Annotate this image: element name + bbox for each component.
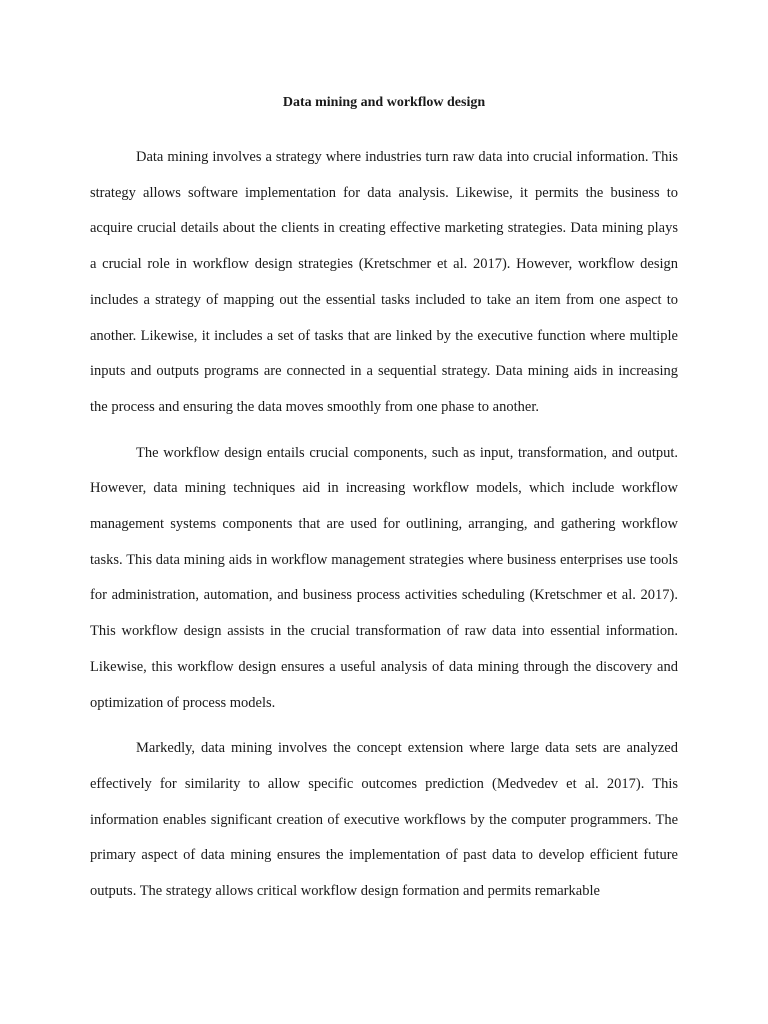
paragraph-2: The workflow design entails crucial components, such as input, transformation, and output. However, data mining techniques aid in increasing workflow models, which include workflow management systems components that are used for outlining, arranging, and gathering workflow tasks. This data mining aids in workflow management strategies where business enterprises use tools for administration, automation, and business process activities scheduling (Kretschmer et al. 2017). This workflow design assists in the crucial transformation of raw data into essential information. Likewise, this workflow design ensures a useful analysis of data mining through the discovery and optimization of process models. [90,444,678,711]
document-title: Data mining and workflow design [282,95,486,110]
paragraph-1: Data mining involves a strategy where industries turn raw data into crucial information. This strategy allows software implementation for data analysis. Likewise, it permits the business to acquire crucial details about the clients in creating effective marketing strategies. Data mining plays a crucial role in workflow design strategies (Kretschmer et al. 2017). However, workflow design includes a strategy of mapping out the essential tasks included to take an item from one aspect to another. Likewise, it includes a set of tasks that are linked by the executive function where multiple inputs and outputs programs are connected in a sequential strategy. Data mining aids in increasing the process and ensuring the data moves smoothly from one phase to another. [90,149,678,415]
document-body [90,140,678,920]
paragraph-3: Markedly, data mining involves the concept extension where large data sets are analyzed effectively for similarity to allow specific outcomes prediction (Medvedev et al. 2017). This information enables significant creation of executive workflows by the computer programmers. The primary aspect of data mining ensures the implementation of past data to develop efficient future outputs. The strategy allows critical workflow design formation and permits remarkable [90,740,678,900]
